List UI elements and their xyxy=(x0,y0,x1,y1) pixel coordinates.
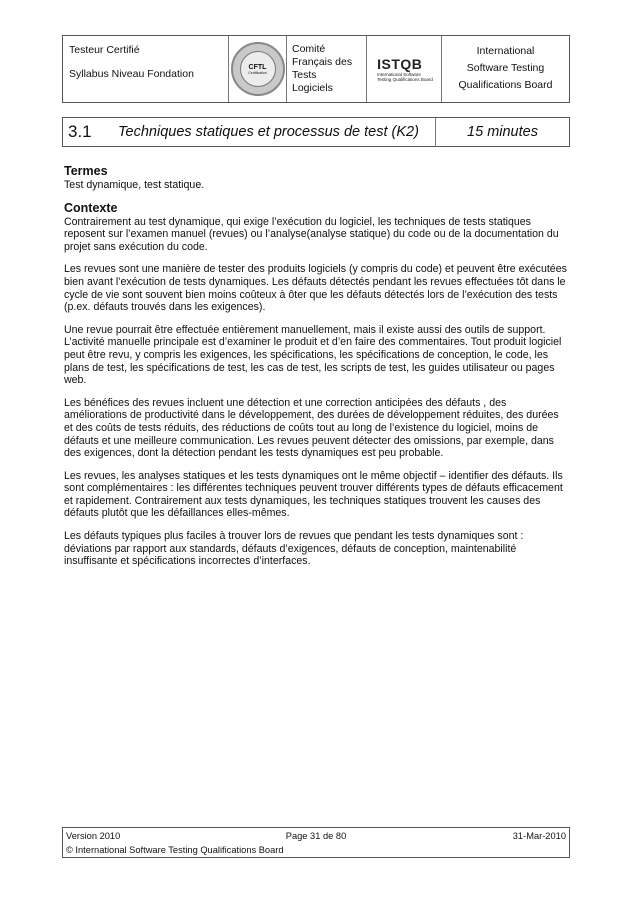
paragraph: Une revue pourrait être effectuée entièrement manuellement, mais il existe aussi des outils de support. L’activité manuelle principale est d’examiner le produit et d’en faire des commentaires. Tout produit logiciel peut être revu, y compris les exigences, les spécifications, les spécifications de conception, le code, les plans de test, les spécifications de test, les cas de test, les scripts de test, les guides utilisateur ou pages web. xyxy=(64,323,562,387)
istqb-logo xyxy=(375,56,433,82)
istqb-logo-sub1: International Software xyxy=(377,72,421,77)
seal-logo-text: CFTL xyxy=(248,63,267,71)
paragraph: Les bénéfices des revues incluent une détection et une correction anticipées des défauts , des améliorations de productivité dans le développement, des durées de développement réduites, des durées et des coûts de tests réduits, des réductions de coûts tout au long de l’existence du logiciel, moins de défauts et une meilleure communication. Les revues peuvent détecter des omissions, par exemple, dans des exigences, dont la détection pendant les tests dynamiques est peu probable. xyxy=(64,396,559,460)
header-istqb-logo-cell xyxy=(367,36,442,102)
committee-line2: Français des xyxy=(292,56,353,68)
header-board-cell xyxy=(442,36,569,102)
page-header xyxy=(62,35,570,103)
section-number: 3.1 xyxy=(68,122,92,141)
page-footer xyxy=(62,827,570,858)
board-line1: International xyxy=(476,45,535,57)
cftl-seal-logo xyxy=(231,42,285,96)
footer-date: 31-Mar-2010 xyxy=(512,831,566,841)
paragraph: Les revues sont une manière de tester des produits logiciels (y compris du code) et peuvent être exécutées bien avant l’exécution de tests dynamiques. Les défauts détectés pendant les revues effectuées tôt dans le cycle de vie sont souvent bien moins coûteux à ôter que les défauts détectés lors de l’exécution des tests (p.ex. défauts trouvés dans les exigences). xyxy=(64,263,567,314)
paragraph: Les revues, les analyses statiques et les tests dynamiques ont le même objectif – identifier des défauts. Ils sont complémentaires : les différentes techniques peuvent trouver différents types de défauts efficacement et rapidement. Contrairement aux tests dynamiques, les techniques statiques trouvent les causes des défauts plutôt que les défaillances elles-mêmes. xyxy=(64,469,563,520)
istqb-logo-text: ISTQB xyxy=(377,56,423,72)
page-content xyxy=(64,163,570,568)
syllabus-title: Syllabus Niveau Fondation xyxy=(69,68,194,80)
footer-page-number: Page 31 de 80 xyxy=(285,831,347,841)
section-title: Techniques statiques et processus de test (K2) xyxy=(118,124,419,140)
cert-title: Testeur Certifié xyxy=(69,44,140,56)
header-cert-cell xyxy=(63,36,229,102)
context-heading: Contexte xyxy=(64,200,118,215)
paragraph: Contrairement au test dynamique, qui exige l’exécution du logiciel, les techniques de tests statiques reposent sur l’examen manuel (revues) ou l’analyse(analyse statique) du code ou de la documentation du projet sans exécution du code. xyxy=(64,215,559,253)
committee-line4: Logiciels xyxy=(292,82,333,94)
header-committee-cell xyxy=(287,36,367,102)
board-line3: Qualifications Board xyxy=(458,79,553,91)
committee-line1: Comité xyxy=(292,43,326,55)
seal-logo-subtext: Certification xyxy=(248,70,267,75)
terms-text: Test dynamique, test statique. xyxy=(64,179,205,191)
board-line2: Software Testing xyxy=(466,62,545,74)
section-duration: 15 minutes xyxy=(467,124,538,140)
header-seal-cell xyxy=(229,36,287,102)
istqb-logo-sub2: Testing Qualifications Board xyxy=(377,77,433,82)
footer-version: Version 2010 xyxy=(66,831,121,841)
committee-line3: Tests xyxy=(292,69,317,81)
footer-copyright: © International Software Testing Qualifications Board xyxy=(66,845,284,855)
section-heading xyxy=(62,117,570,147)
terms-heading: Termes xyxy=(64,164,108,178)
paragraph: Les défauts typiques plus faciles à trouver lors de revues que pendant les tests dynamiques sont : déviations par rapport aux standards, défauts d’exigences, défauts de conception, maintenabilité insuffisante et spécifications incorrectes d’interfaces. xyxy=(64,530,524,568)
